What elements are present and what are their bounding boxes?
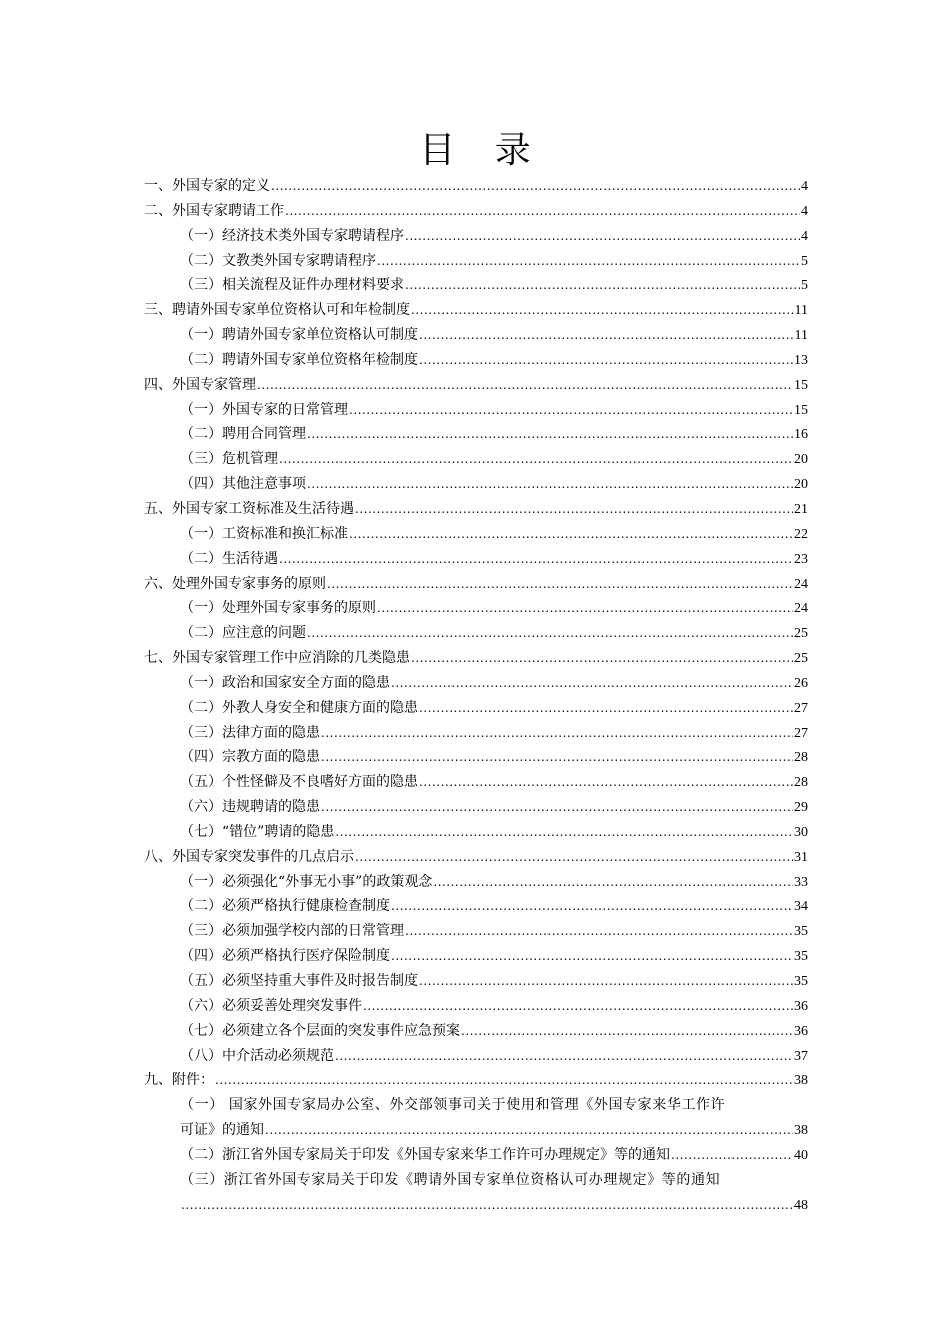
toc-page-number: 16 bbox=[794, 427, 808, 443]
toc-page-number: 4 bbox=[801, 179, 808, 194]
toc-entry[interactable] bbox=[144, 596, 808, 621]
table-of-contents bbox=[144, 174, 808, 1217]
toc-page-number: 15 bbox=[794, 402, 808, 418]
dot-leader bbox=[405, 273, 800, 298]
toc-entry-label: （二）浙江省外国专家局关于印发《外国专家来华工作许可办理规定》等的通知 bbox=[180, 1146, 670, 1163]
toc-entry-label: （七）“错位”聘请的隐患 bbox=[180, 823, 335, 840]
toc-entry[interactable] bbox=[144, 497, 808, 522]
toc-entry[interactable] bbox=[144, 298, 808, 323]
dot-leader bbox=[257, 373, 793, 398]
toc-entry-label: （一）必须强化“外事无小事”的政策观念 bbox=[180, 873, 433, 890]
toc-entry-continuation[interactable] bbox=[144, 1193, 808, 1218]
toc-page-number: 23 bbox=[794, 551, 808, 567]
toc-entry[interactable] bbox=[144, 199, 808, 224]
toc-entry[interactable] bbox=[144, 174, 808, 199]
toc-page-number: 36 bbox=[794, 998, 808, 1014]
toc-page-number: 35 bbox=[794, 949, 808, 965]
toc-entry-label: （五）个性怪僻及不良嗜好方面的隐患 bbox=[180, 774, 418, 791]
dot-leader bbox=[419, 969, 793, 994]
toc-page-number: 40 bbox=[794, 1147, 808, 1163]
toc-entry[interactable] bbox=[144, 1143, 808, 1168]
toc-entry-label: （一）工资标准和换汇标准 bbox=[180, 525, 348, 542]
toc-entry[interactable] bbox=[144, 770, 808, 795]
dot-leader bbox=[321, 795, 793, 820]
toc-page-number: 35 bbox=[794, 974, 808, 989]
toc-page-number: 34 bbox=[794, 899, 808, 915]
toc-entry[interactable] bbox=[144, 845, 808, 870]
dot-leader bbox=[335, 820, 793, 845]
toc-page-number: 22 bbox=[794, 526, 808, 542]
toc-page-number: 38 bbox=[794, 1123, 808, 1139]
dot-leader bbox=[349, 522, 793, 547]
toc-page-number: 27 bbox=[794, 725, 808, 741]
dot-leader bbox=[215, 1068, 793, 1093]
toc-page-number: 13 bbox=[794, 352, 808, 368]
toc-entry-label: （二）文教类外国专家聘请程序 bbox=[180, 252, 376, 269]
toc-page-number: 25 bbox=[794, 626, 808, 642]
toc-page-number: 5 bbox=[801, 253, 808, 269]
toc-entry-label: （三）必须加强学校内部的日常管理 bbox=[180, 923, 404, 940]
toc-entry-label: （一）经济技术类外国专家聘请程序 bbox=[180, 227, 404, 244]
toc-entry[interactable] bbox=[144, 323, 808, 348]
toc-page-number: 27 bbox=[794, 700, 808, 716]
toc-entry-label: 一、外国专家的定义 bbox=[144, 178, 270, 194]
toc-entry[interactable] bbox=[144, 621, 808, 646]
toc-entry[interactable] bbox=[144, 969, 808, 994]
toc-entry-label: 九、附件： bbox=[144, 1072, 214, 1089]
toc-page-number: 15 bbox=[794, 377, 808, 393]
toc-entry-label: （一） 国家外国专家局办公室、外交部领事司关于使用和管理《外国专家来华工作许 bbox=[180, 1097, 726, 1114]
toc-entry[interactable] bbox=[144, 422, 808, 447]
toc-page-number: 11 bbox=[794, 303, 808, 319]
dot-leader bbox=[335, 1044, 793, 1069]
toc-entry-label: （一）外国专家的日常管理 bbox=[180, 401, 348, 418]
toc-entry-label: （二）外教人身安全和健康方面的隐患 bbox=[180, 699, 418, 716]
toc-entry[interactable] bbox=[144, 249, 808, 274]
toc-entry-label: （二）生活待遇 bbox=[180, 550, 278, 567]
dot-leader bbox=[307, 621, 793, 646]
dot-leader bbox=[419, 770, 793, 795]
toc-entry[interactable] bbox=[144, 944, 808, 969]
toc-page-number: 36 bbox=[794, 1023, 808, 1039]
toc-page-number: 28 bbox=[794, 750, 808, 766]
toc-entry-label: 三、聘请外国专家单位资格认可和年检制度 bbox=[144, 302, 410, 319]
dot-leader bbox=[181, 1193, 793, 1218]
dot-leader bbox=[307, 422, 793, 447]
toc-entry[interactable] bbox=[144, 919, 808, 944]
dot-leader bbox=[461, 1019, 793, 1044]
toc-entry-label: （二）聘用合同管理 bbox=[180, 426, 306, 443]
toc-entry-label: （一）处理外国专家事务的原则 bbox=[180, 600, 376, 617]
toc-entry[interactable] bbox=[144, 224, 808, 249]
toc-entry-label: （三）相关流程及证件办理材料要求 bbox=[180, 277, 404, 294]
toc-entry-label: （二）应注意的问题 bbox=[180, 625, 306, 642]
toc-page-number: 29 bbox=[794, 800, 808, 816]
toc-entry[interactable] bbox=[144, 1019, 808, 1044]
toc-page-number: 4 bbox=[801, 203, 808, 219]
toc-entry-label: （二）聘请外国专家单位资格年检制度 bbox=[180, 351, 418, 368]
toc-page-number: 31 bbox=[794, 849, 808, 865]
toc-entry[interactable] bbox=[144, 870, 808, 895]
dot-leader bbox=[307, 472, 793, 497]
dot-leader bbox=[377, 249, 800, 274]
dot-leader bbox=[285, 199, 800, 224]
toc-entry-label: （三）浙江省外国专家局关于印发《聘请外国专家单位资格认可办理规定》等的通知 bbox=[180, 1171, 721, 1188]
toc-entry[interactable] bbox=[144, 994, 808, 1019]
toc-entry-continuation[interactable] bbox=[144, 1118, 808, 1143]
dot-leader bbox=[377, 596, 793, 621]
toc-entry[interactable] bbox=[144, 373, 808, 398]
toc-entry[interactable] bbox=[144, 547, 808, 572]
toc-entry-label: 四、外国专家管理 bbox=[144, 376, 256, 393]
dot-leader bbox=[433, 870, 793, 895]
toc-entry-label: 五、外国专家工资标准及生活待遇 bbox=[144, 500, 354, 517]
toc-entry[interactable] bbox=[144, 472, 808, 497]
dot-leader bbox=[327, 572, 793, 597]
dot-leader bbox=[391, 944, 793, 969]
toc-entry[interactable] bbox=[144, 1068, 808, 1093]
toc-entry[interactable] bbox=[144, 522, 808, 547]
toc-entry[interactable] bbox=[144, 447, 808, 472]
dot-leader bbox=[271, 174, 800, 199]
toc-entry-label: （二）必须严格执行健康检查制度 bbox=[180, 898, 390, 915]
toc-entry[interactable] bbox=[144, 795, 808, 820]
dot-leader bbox=[411, 298, 794, 323]
toc-entry[interactable] bbox=[144, 1044, 808, 1069]
toc-entry[interactable] bbox=[144, 646, 808, 671]
toc-entry-label: （七）必须建立各个层面的突发事件应急预案 bbox=[180, 1022, 460, 1039]
toc-entry[interactable] bbox=[144, 348, 808, 373]
toc-entry[interactable] bbox=[144, 273, 808, 298]
toc-page-number: 48 bbox=[794, 1197, 808, 1213]
toc-page-number: 25 bbox=[794, 651, 808, 667]
toc-entry[interactable] bbox=[144, 398, 808, 423]
toc-entry-label: （六）违规聘请的隐患 bbox=[180, 799, 320, 816]
dot-leader bbox=[279, 547, 793, 572]
toc-page-number: 28 bbox=[794, 775, 808, 791]
dot-leader bbox=[411, 646, 793, 671]
toc-entry-label: 八、外国专家突发事件的几点启示 bbox=[144, 848, 354, 865]
toc-entry-label: （八）中介活动必须规范 bbox=[180, 1047, 334, 1064]
toc-entry[interactable] bbox=[144, 820, 808, 845]
toc-entry[interactable] bbox=[144, 721, 808, 746]
toc-entry[interactable] bbox=[144, 671, 808, 696]
dot-leader bbox=[391, 671, 793, 696]
dot-leader bbox=[349, 398, 793, 423]
toc-entry-label: （三）法律方面的隐患 bbox=[180, 724, 320, 741]
toc-entry[interactable] bbox=[144, 894, 808, 919]
toc-page-number: 26 bbox=[794, 675, 808, 691]
toc-page-number: 11 bbox=[794, 328, 808, 344]
dot-leader bbox=[321, 745, 793, 770]
toc-entry[interactable] bbox=[144, 1093, 808, 1118]
toc-page-number: 37 bbox=[794, 1048, 808, 1064]
dot-leader bbox=[405, 919, 793, 944]
toc-entry-label: （一）政治和国家安全方面的隐患 bbox=[180, 674, 390, 691]
toc-entry-label: （六）必须妥善处理突发事件 bbox=[180, 997, 362, 1014]
toc-entry-label: 可证》的通知 bbox=[180, 1122, 264, 1139]
dot-leader bbox=[321, 721, 793, 746]
dot-leader bbox=[279, 447, 793, 472]
toc-entry-label: （四）其他注意事项 bbox=[180, 476, 306, 493]
dot-leader bbox=[419, 323, 794, 348]
dot-leader bbox=[405, 224, 800, 249]
toc-entry[interactable] bbox=[144, 572, 808, 597]
dot-leader bbox=[355, 497, 793, 522]
toc-entry-label: 二、外国专家聘请工作 bbox=[144, 202, 284, 219]
toc-entry-label: 七、外国专家管理工作中应消除的几类隐患 bbox=[144, 650, 410, 667]
toc-page-number: 30 bbox=[794, 824, 808, 840]
toc-entry-label: （一）聘请外国专家单位资格认可制度 bbox=[180, 327, 418, 344]
toc-entry-label: （三）危机管理 bbox=[180, 451, 278, 468]
toc-entry[interactable] bbox=[144, 1168, 808, 1193]
dot-leader bbox=[363, 994, 793, 1019]
dot-leader bbox=[419, 696, 793, 721]
toc-entry-label: （五）必须坚持重大事件及时报告制度 bbox=[180, 973, 418, 989]
toc-page-number: 21 bbox=[794, 501, 808, 517]
toc-entry[interactable] bbox=[144, 696, 808, 721]
toc-entry-label: （四）宗教方面的隐患 bbox=[180, 749, 320, 766]
toc-page-number: 20 bbox=[794, 477, 808, 493]
toc-entry-label: （四）必须严格执行医疗保险制度 bbox=[180, 948, 390, 965]
toc-page-number: 24 bbox=[794, 601, 808, 617]
toc-page-number: 35 bbox=[794, 924, 808, 940]
toc-page-number: 38 bbox=[794, 1073, 808, 1089]
toc-page-number: 4 bbox=[801, 228, 808, 244]
toc-page-number: 5 bbox=[801, 278, 808, 294]
dot-leader bbox=[419, 348, 793, 373]
dot-leader bbox=[265, 1118, 793, 1143]
page-title: 目 录 bbox=[419, 130, 545, 171]
toc-page-number: 24 bbox=[794, 576, 808, 592]
toc-page-number: 20 bbox=[794, 452, 808, 468]
toc-page-number: 33 bbox=[794, 874, 808, 890]
toc-entry[interactable] bbox=[144, 745, 808, 770]
dot-leader bbox=[355, 845, 793, 870]
dot-leader bbox=[671, 1143, 793, 1168]
toc-entry-label: 六、处理外国专家事务的原则 bbox=[144, 575, 326, 592]
dot-leader bbox=[391, 894, 793, 919]
